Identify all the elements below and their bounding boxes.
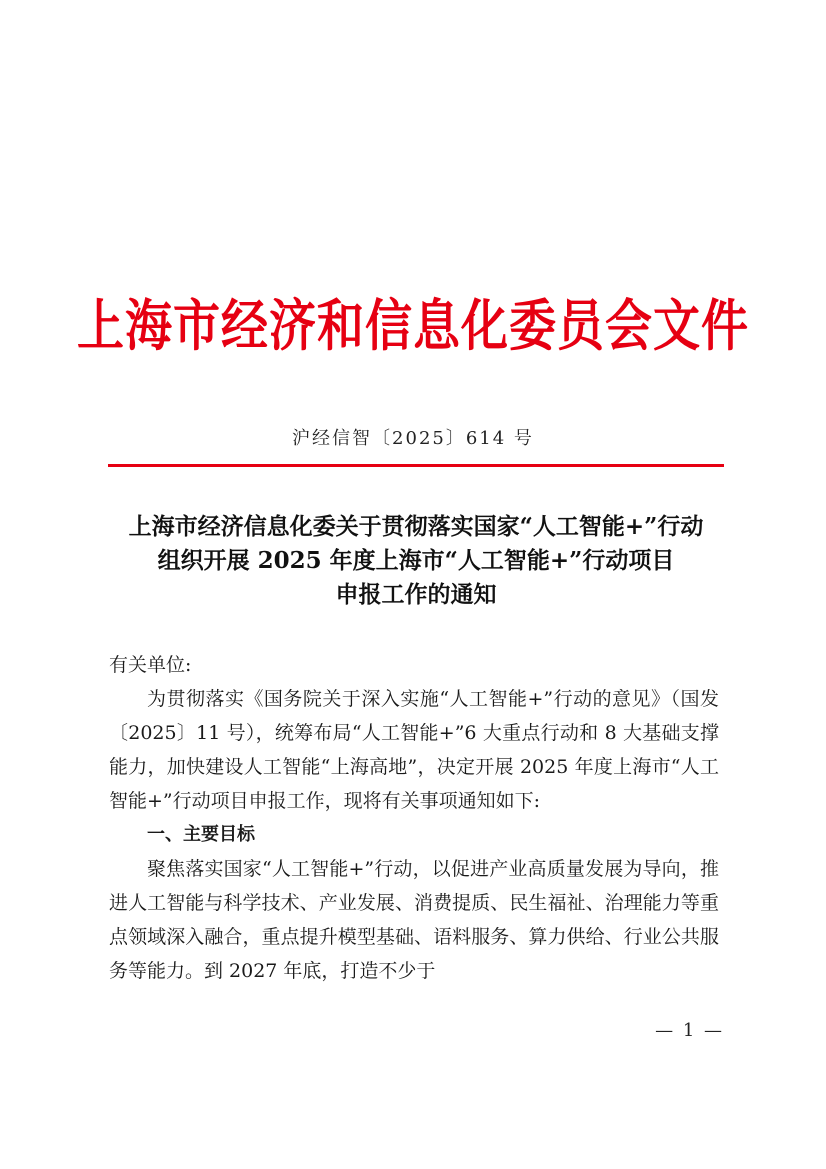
document-number: 沪经信智〔2025〕614 号 (292, 428, 534, 449)
masthead-title: 上海市经济和信息化委员会文件 (77, 294, 749, 360)
title-line-2: 组织开展 2025 年度上海市“人工智能+”行动项目 (157, 547, 675, 574)
page-number: — 1 — (655, 1020, 724, 1041)
title-line-3: 申报工作的通知 (335, 581, 497, 608)
section-heading-main-goals: 一、主要目标 (147, 824, 255, 845)
intro-paragraph: 为贯彻落实《国务院关于深入实施“人工智能+”行动的意见》（国发〔2025〕11 号），统筹布局“人工智能+”6 大重点行动和 8 大基础支撑能力，加快建设人工智能“上海高地”，决定开展 2025 年度上海市“人工智能+”行动项目申报工作，现将有关事项通知如下: (109, 688, 719, 812)
section-paragraph: 聚焦落实国家“人工智能+”行动，以促进产业高质量发展为导向，推进人工智能与科学技术、产业发展、消费提质、民生福祉、治理能力等重点领域深入融合，重点提升模型基础、语料服务、算力供给、行业公共服务等能力。到 2027 年底，打造不少于 (109, 858, 719, 982)
title-line-1: 上海市经济信息化委关于贯彻落实国家“人工智能+”行动 (128, 513, 704, 540)
red-separator-line (108, 464, 724, 467)
notice-title (100, 510, 732, 612)
salutation: 有关单位: (109, 654, 192, 676)
document-body (109, 648, 719, 988)
